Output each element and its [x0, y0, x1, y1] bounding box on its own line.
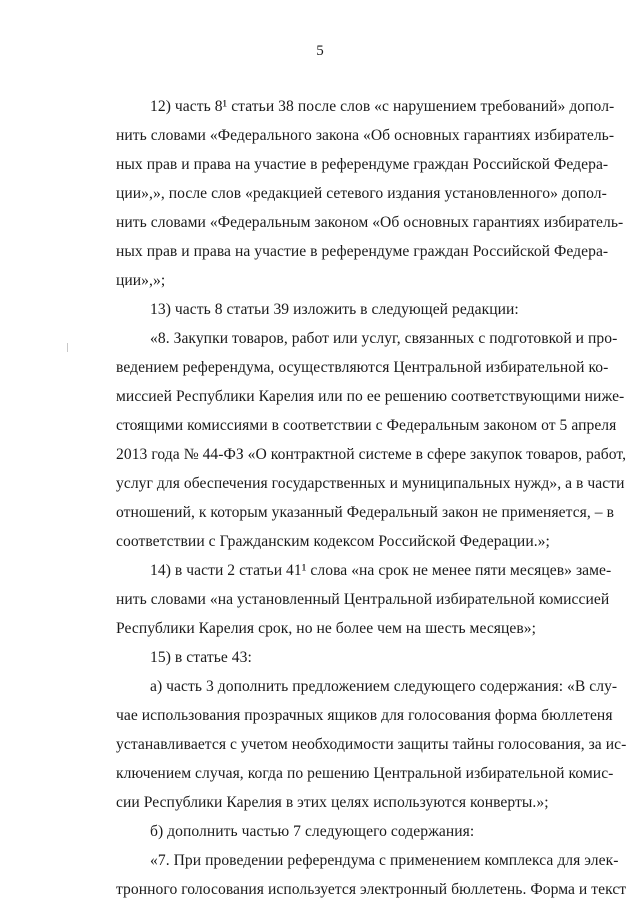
- text-line: чае использования прозрачных ящиков для голосования форма бюллетеня: [116, 707, 613, 724]
- text-line: ных прав и права на участие в референдуме граждан Российской Федера-: [116, 156, 609, 173]
- text-line: ведением референдума, осуществляются Центральной избирательной ко-: [116, 359, 609, 376]
- text-line: сии Республики Карелия в этих целях используются конверты.»;: [116, 794, 549, 811]
- text-line-item-13: 13) часть 8 статьи 39 изложить в следующей редакции:: [150, 301, 519, 318]
- text-line: ных прав и права на участие в референдуме граждан Российской Федера-: [116, 243, 609, 260]
- text-line: ции»,»;: [116, 272, 166, 289]
- text-line-item-12: 12) часть 8¹ статьи 38 после слов «с нарушением требований» допол-: [150, 98, 615, 115]
- text-line: нить словами «Федеральным законом «Об основных гарантиях избиратель-: [116, 214, 624, 231]
- text-line: нить словами «на установленный Центральной избирательной комиссией: [116, 591, 610, 608]
- text-line-quote-7: «7. При проведении референдума с применением комплекса для элек-: [150, 852, 619, 869]
- text-line: ции»,», после слов «редакцией сетевого издания установленного» допол-: [116, 185, 607, 202]
- text-line: нить словами «Федерального закона «Об основных гарантиях избиратель-: [116, 127, 615, 144]
- text-line: 2013 года № 44-ФЗ «О контрактной системе в сфере закупок товаров, работ,: [116, 446, 627, 463]
- text-line: тронного голосования используется электронный бюллетень. Форма и текст: [116, 881, 627, 898]
- text-line: миссией Республики Карелия или по ее решению соответствующими ниже-: [116, 388, 625, 405]
- text-line: отношений, к которым указанный Федеральный закон не применяется, – в: [116, 504, 614, 521]
- text-line-subitem-b: б) дополнить частью 7 следующего содержания:: [150, 823, 475, 840]
- scan-artifact-mark: [67, 343, 68, 352]
- text-line-subitem-a: а) часть 3 дополнить предложением следующего содержания: «В слу-: [150, 678, 618, 695]
- text-line: стоящими комиссиями в соответствии с Федеральным законом от 5 апреля: [116, 417, 617, 434]
- page-number: 5: [316, 43, 324, 59]
- text-line: ключением случая, когда по решению Центральной избирательной комис-: [116, 765, 614, 782]
- text-line: услуг для обеспечения государственных и муниципальных нужд», а в части: [116, 475, 625, 492]
- text-line: устанавливается с учетом необходимости защиты тайны голосования, за ис-: [116, 736, 627, 753]
- text-line-quote-8: «8. Закупки товаров, работ или услуг, связанных с подготовкой и про-: [150, 330, 618, 347]
- text-line: соответствии с Гражданским кодексом Российской Федерации.»;: [116, 533, 550, 550]
- text-line: Республики Карелия срок, но не более чем на шесть месяцев»;: [116, 620, 537, 637]
- text-line-item-15: 15) в статье 43:: [150, 649, 252, 666]
- text-line-item-14: 14) в части 2 статьи 41¹ слова «на срок не менее пяти месяцев» заме-: [150, 562, 612, 579]
